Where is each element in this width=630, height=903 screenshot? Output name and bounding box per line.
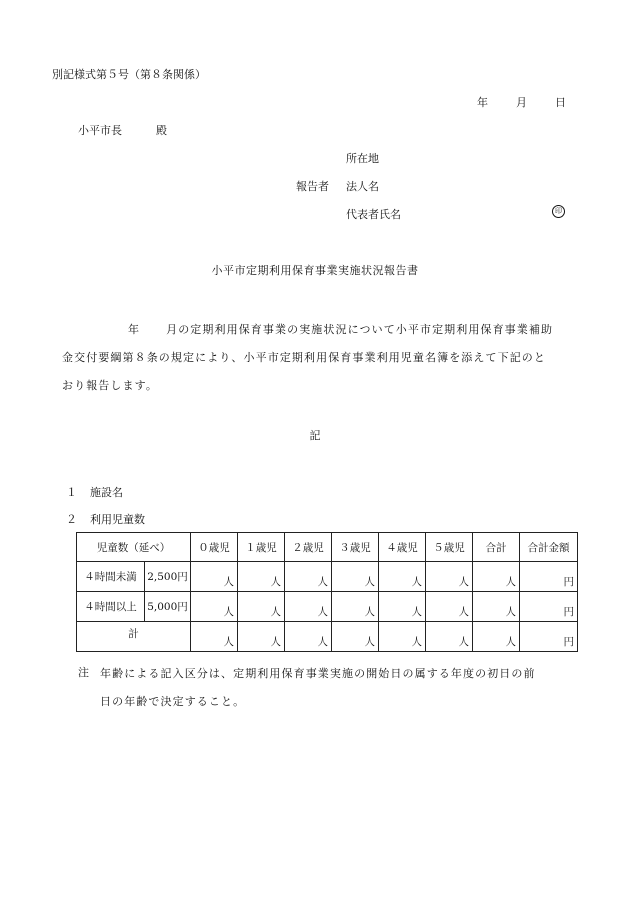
date-year-label: 年 <box>477 96 488 109</box>
address-label: 所在地 <box>346 152 379 165</box>
item-number-1: １ <box>66 486 77 499</box>
cell-amount[interactable]: 円 <box>520 622 578 652</box>
document-title: 小平市定期利用保育事業実施状況報告書 <box>211 264 419 277</box>
cell-age-5[interactable]: 人 <box>426 592 473 622</box>
ki-heading: 記 <box>309 429 321 442</box>
date-month-label: 月 <box>516 96 527 109</box>
header-age-0: ０歳児 <box>191 533 238 562</box>
body-line-1-text: 月の定期利用保育事業の実施状況について小平市定期利用保育事業補助 <box>166 323 554 336</box>
header-count-label: 児童数（延べ） <box>77 533 191 562</box>
usage-table <box>76 532 578 652</box>
header-age-3: ３歳児 <box>332 533 379 562</box>
note-line-1: 年齢による記入区分は、定期利用保育事業実施の開始日の属する年度の初日の前 <box>100 667 536 680</box>
cell-age-4[interactable]: 人 <box>379 622 426 652</box>
cell-age-0[interactable]: 人 <box>191 592 238 622</box>
row-label: ４時間以上 <box>77 592 145 622</box>
cell-age-4[interactable]: 人 <box>379 562 426 592</box>
cell-total[interactable]: 人 <box>473 562 520 592</box>
addressee: 小平市長 <box>78 124 122 137</box>
row-price: 2,500円 <box>145 562 191 592</box>
form-number: 別記様式第５号（第８条関係） <box>52 68 206 81</box>
body-line-2: 金交付要綱第８条の規定により、小平市定期利用保育事業利用児童名簿を添えて下記のと <box>62 351 546 364</box>
table-row <box>77 592 578 622</box>
cell-age-0[interactable]: 人 <box>191 562 238 592</box>
item-children-count: 利用児童数 <box>90 513 145 526</box>
cell-total[interactable]: 人 <box>473 592 520 622</box>
cell-total[interactable]: 人 <box>473 622 520 652</box>
cell-age-3[interactable]: 人 <box>332 562 379 592</box>
note-text <box>100 660 580 716</box>
body-line-1 <box>62 316 582 344</box>
cell-age-2[interactable]: 人 <box>285 592 332 622</box>
cell-age-1[interactable]: 人 <box>238 622 285 652</box>
representative-name-label: 代表者氏名 <box>346 208 401 221</box>
row-price: 5,000円 <box>145 592 191 622</box>
cell-age-5[interactable]: 人 <box>426 562 473 592</box>
date-day-label: 日 <box>555 96 566 109</box>
cell-amount[interactable]: 円 <box>520 592 578 622</box>
header-age-2: ２歳児 <box>285 533 332 562</box>
cell-amount[interactable]: 円 <box>520 562 578 592</box>
cell-age-3[interactable]: 人 <box>332 622 379 652</box>
item-facility-name: 施設名 <box>90 486 123 499</box>
header-age-5: ５歳児 <box>426 533 473 562</box>
cell-age-0[interactable]: 人 <box>191 622 238 652</box>
addressee-honorific: 殿 <box>156 124 167 137</box>
seal-mark-icon: 印 <box>552 205 565 218</box>
cell-age-1[interactable]: 人 <box>238 562 285 592</box>
row-label: ４時間未満 <box>77 562 145 592</box>
table-row <box>77 562 578 592</box>
cell-age-2[interactable]: 人 <box>285 562 332 592</box>
header-age-1: １歳児 <box>238 533 285 562</box>
table-header-row <box>77 533 578 562</box>
body-line-3: おり報告します。 <box>62 379 158 392</box>
cell-age-2[interactable]: 人 <box>285 622 332 652</box>
cell-age-5[interactable]: 人 <box>426 622 473 652</box>
note-mark: 注 <box>78 666 89 679</box>
body-year-label: 年 <box>128 323 141 336</box>
corporation-name-label: 法人名 <box>346 180 379 193</box>
header-age-4: ４歳児 <box>379 533 426 562</box>
cell-age-4[interactable]: 人 <box>379 592 426 622</box>
row-sum-label: 計 <box>77 622 191 652</box>
header-total: 合計 <box>473 533 520 562</box>
report-body <box>62 316 582 400</box>
cell-age-1[interactable]: 人 <box>238 592 285 622</box>
cell-age-3[interactable]: 人 <box>332 592 379 622</box>
item-number-2: ２ <box>66 513 77 526</box>
note-line-2: 日の年齢で決定すること。 <box>100 695 246 708</box>
header-amount: 合計金額 <box>520 533 578 562</box>
table-row-sum <box>77 622 578 652</box>
reporter-label: 報告者 <box>296 180 329 193</box>
